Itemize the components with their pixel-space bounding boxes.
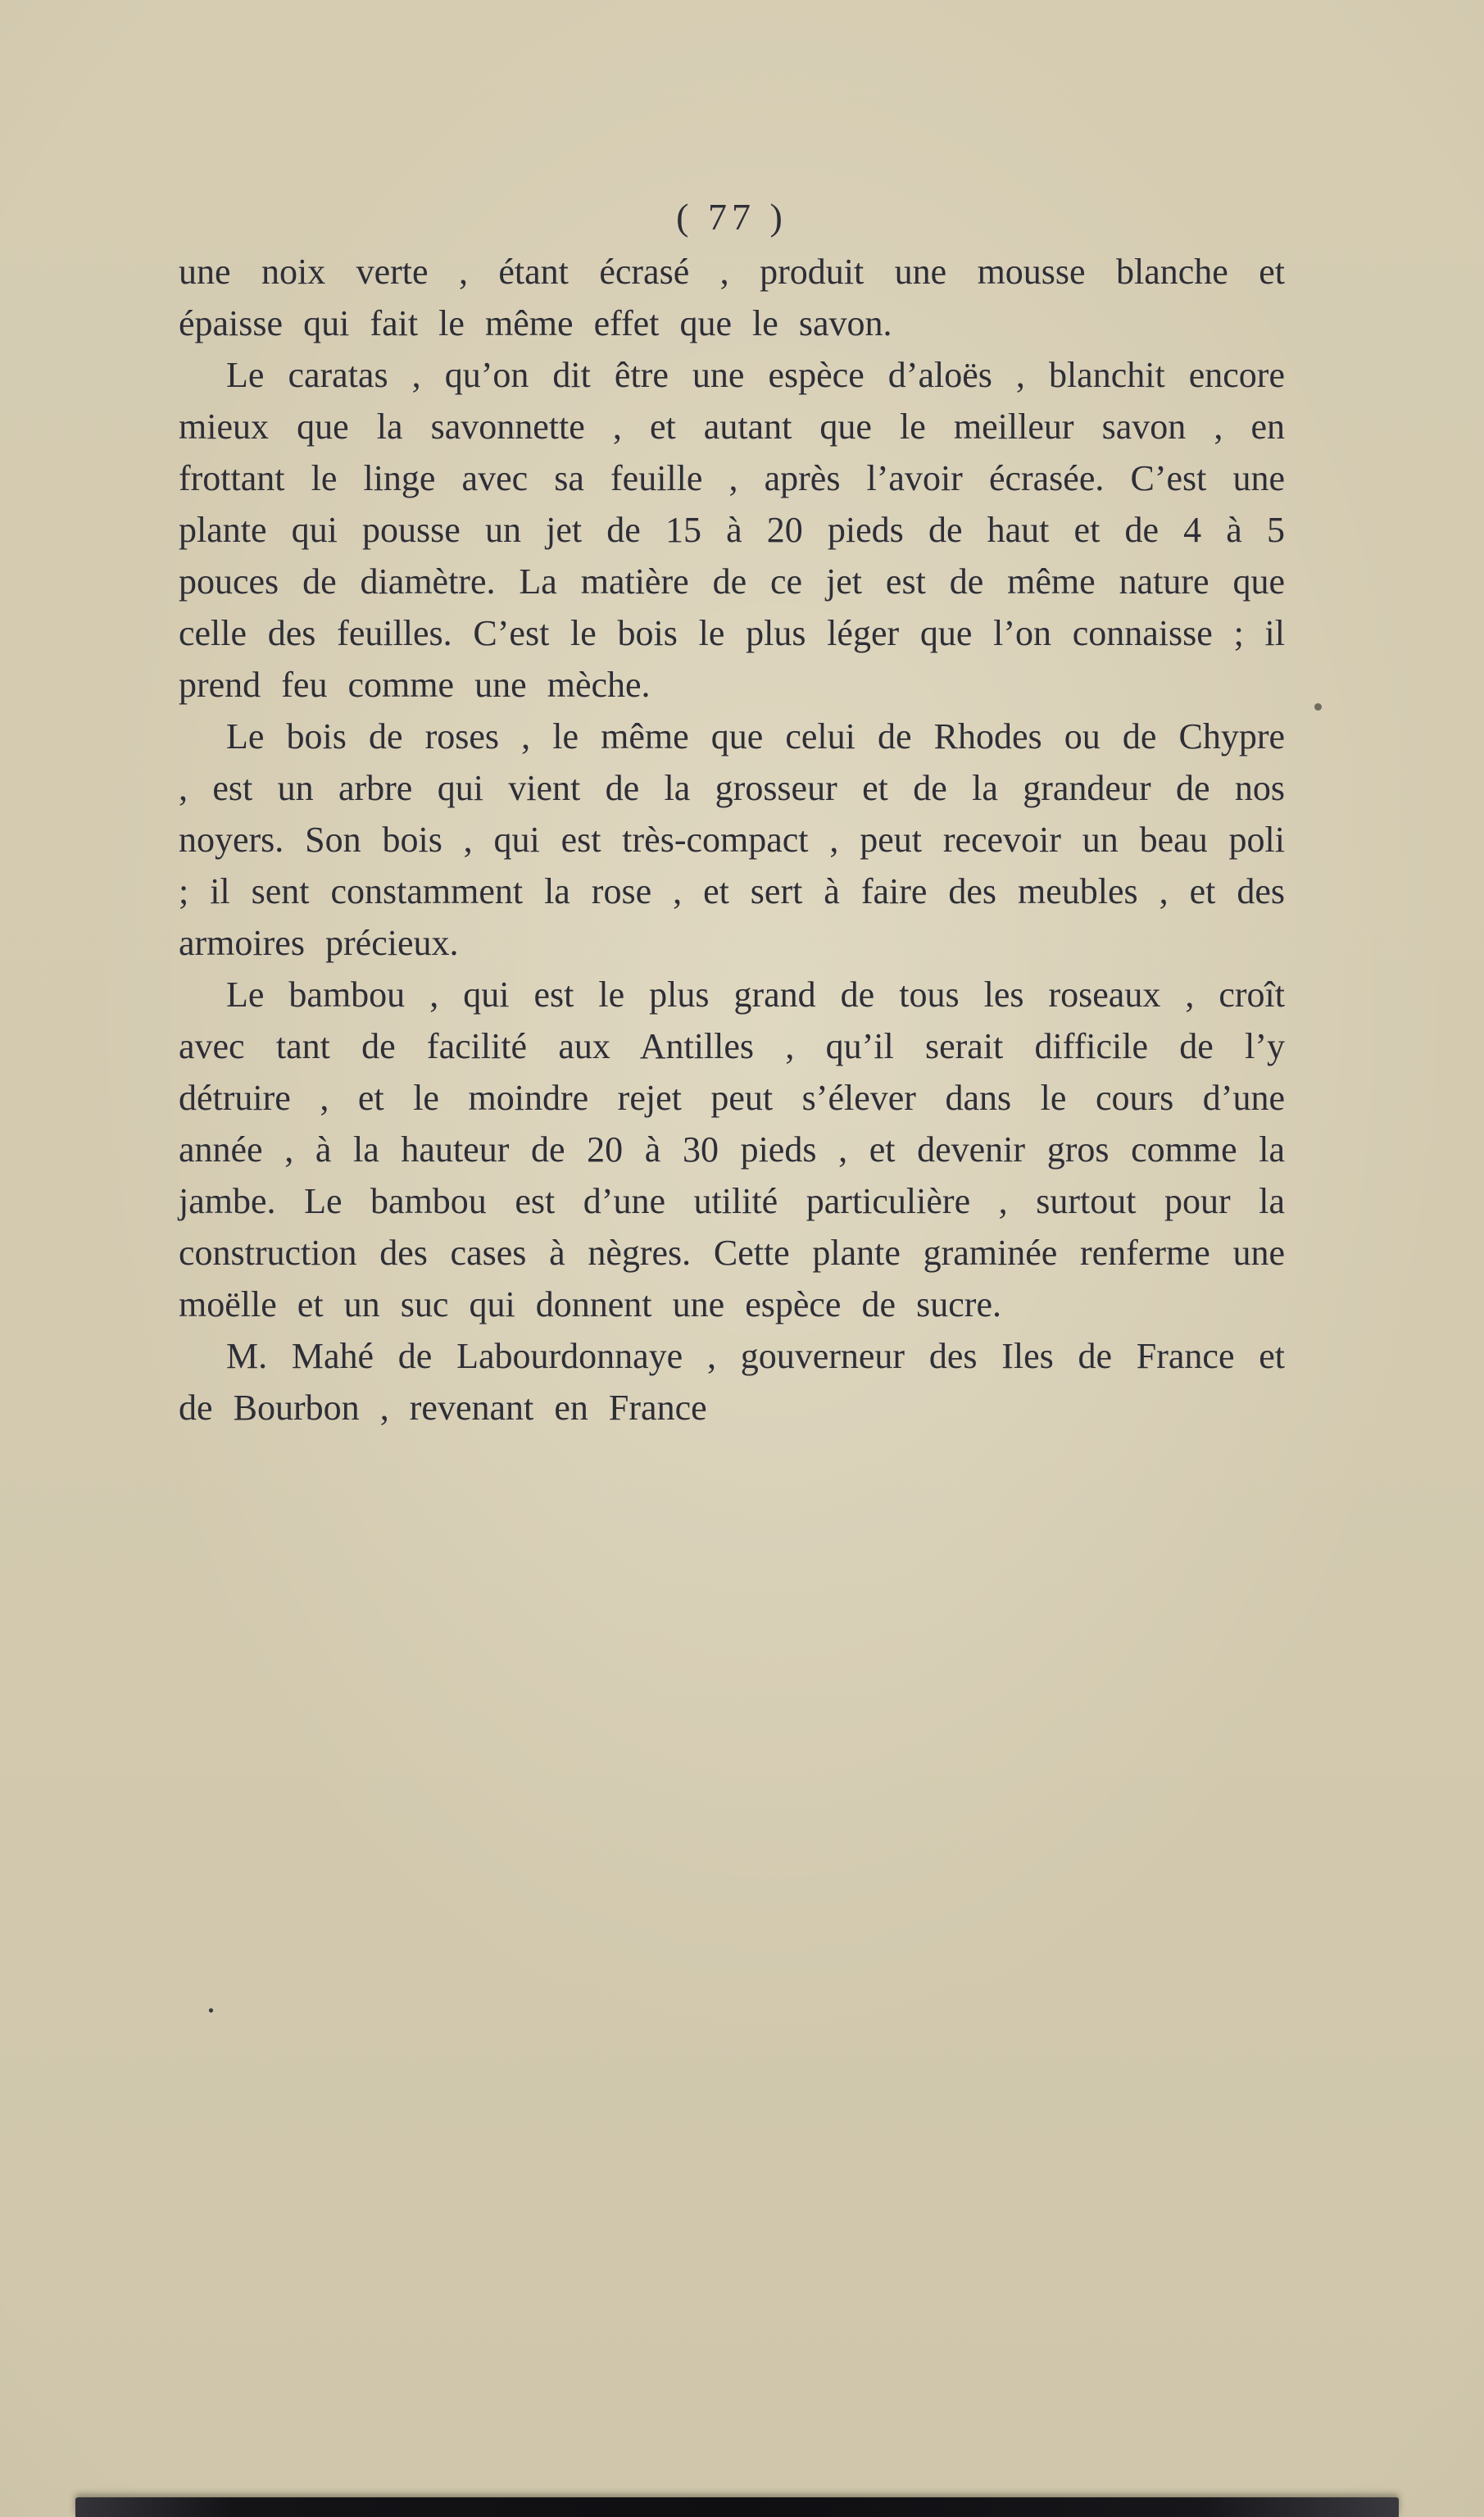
paragraph-bambou: Le bambou , qui est le plus grand de tous les roseaux , croît avec tant de facilité aux Antilles , qu’il serait difficile de l’y détruire , et le moindre rejet peut s’élever dans le cours d’une année , à la hauteur de 20 à 30 pieds , et devenir gros comme la jambe. Le bambou est d’une utilité particulière , surtout pour la construction des cases à nègres. Cette plante graminée renferme une moëlle et un suc qui donnent une espèce de sucre. bbox=[179, 975, 1285, 1324]
page-text-block bbox=[179, 246, 1285, 1433]
paragraph-bois-de-roses: Le bois de roses , le même que celui de Rhodes ou de Chypre , est un arbre qui vient de la grosseur et de la grandeur de nos noyers. Son bois , qui est très-compact , peut recevoir un beau poli ; il sent constamment la rose , et sert à faire des meubles , et des armoires précieux. bbox=[179, 716, 1285, 963]
paragraph-caratas: Le caratas , qu’on dit être une espèce d’aloës , blanchit encore mieux que la savonnette , et autant que le meilleur savon , en frottant le linge avec sa feuille , après l’avoir écrasée. C’est une plante qui pousse un jet de 15 à 20 pieds de haut et de 4 à 5 pouces de diamètre. La matière de ce jet est de même nature que celle des feuilles. C’est le bois le plus léger que l’on connaisse ; il prend feu comme une mèche. bbox=[179, 355, 1285, 705]
stray-ink-mark: . bbox=[206, 1980, 216, 2020]
margin-speck bbox=[1314, 703, 1322, 711]
page-number: ( 77 ) bbox=[676, 196, 787, 238]
paragraph-mahe: M. Mahé de Labourdonnaye , gouverneur des Iles de France et de Bourbon , revenant en France bbox=[179, 1336, 1285, 1428]
paragraph-continuation: une noix verte , étant écrasé , produit une mousse blanche et épaisse qui fait le même effet que le savon. bbox=[179, 252, 1285, 343]
page-bottom-edge-shadow bbox=[75, 2497, 1399, 2517]
